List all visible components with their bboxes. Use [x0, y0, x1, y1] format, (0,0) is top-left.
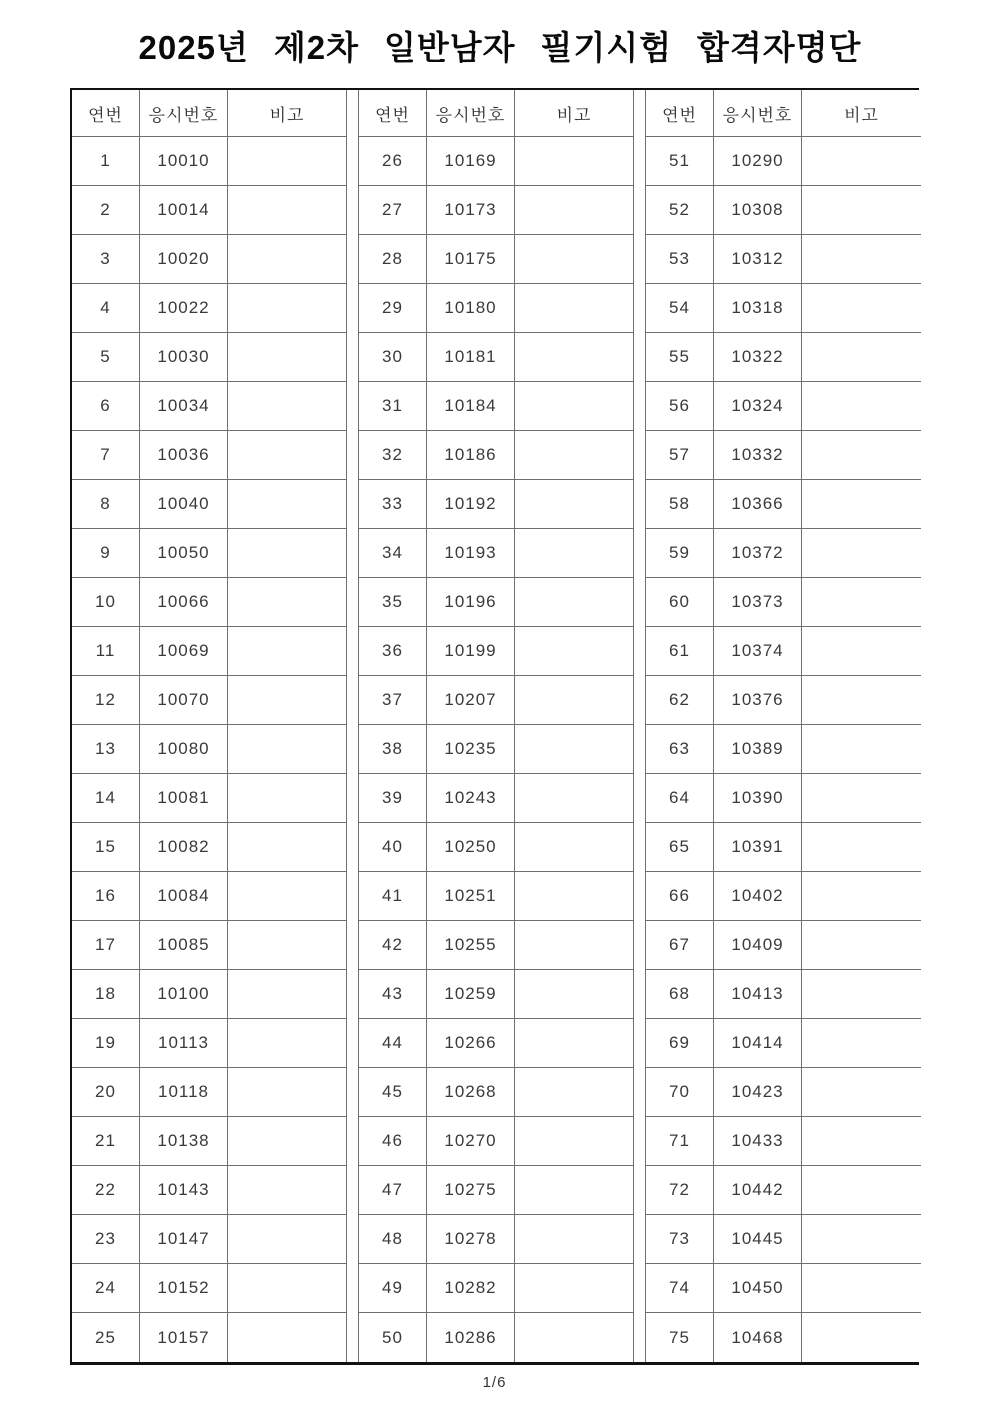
column-header-exam-no: 응시번호: [427, 90, 515, 137]
group-separator: [634, 774, 646, 823]
seq-cell: 9: [72, 529, 140, 578]
seq-cell: 48: [359, 1215, 427, 1264]
exam-no-cell: 10100: [140, 970, 228, 1019]
exam-no-cell: 10193: [427, 529, 515, 578]
seq-cell: 8: [72, 480, 140, 529]
remark-cell: [228, 333, 347, 382]
exam-no-cell: 10070: [140, 676, 228, 725]
seq-cell: 3: [72, 235, 140, 284]
group-separator: [347, 921, 359, 970]
remark-cell: [515, 872, 634, 921]
remark-cell: [515, 529, 634, 578]
exam-no-cell: 10036: [140, 431, 228, 480]
seq-cell: 58: [646, 480, 714, 529]
exam-no-cell: 10282: [427, 1264, 515, 1313]
seq-cell: 29: [359, 284, 427, 333]
remark-cell: [228, 1264, 347, 1313]
group-separator: [347, 333, 359, 382]
remark-cell: [802, 480, 921, 529]
remark-cell: [802, 284, 921, 333]
seq-cell: 15: [72, 823, 140, 872]
exam-no-cell: 10034: [140, 382, 228, 431]
exam-no-cell: 10066: [140, 578, 228, 627]
seq-cell: 73: [646, 1215, 714, 1264]
remark-cell: [802, 1117, 921, 1166]
seq-cell: 56: [646, 382, 714, 431]
group-separator: [634, 970, 646, 1019]
exam-no-cell: 10390: [714, 774, 802, 823]
seq-cell: 55: [646, 333, 714, 382]
exam-no-cell: 10270: [427, 1117, 515, 1166]
group-separator: [347, 235, 359, 284]
group-separator: [634, 1117, 646, 1166]
seq-cell: 7: [72, 431, 140, 480]
remark-cell: [228, 284, 347, 333]
seq-cell: 20: [72, 1068, 140, 1117]
column-header-seq: 연번: [646, 90, 714, 137]
exam-no-cell: 10147: [140, 1215, 228, 1264]
exam-no-cell: 10286: [427, 1313, 515, 1362]
column-header-seq: 연번: [72, 90, 140, 137]
exam-no-cell: 10324: [714, 382, 802, 431]
remark-cell: [515, 578, 634, 627]
remark-cell: [228, 921, 347, 970]
seq-cell: 12: [72, 676, 140, 725]
remark-cell: [228, 970, 347, 1019]
exam-no-cell: 10414: [714, 1019, 802, 1068]
remark-cell: [802, 137, 921, 186]
remark-cell: [515, 676, 634, 725]
group-separator: [634, 578, 646, 627]
group-separator: [347, 627, 359, 676]
group-separator: [634, 480, 646, 529]
remark-cell: [515, 1166, 634, 1215]
exam-no-cell: 10235: [427, 725, 515, 774]
remark-cell: [228, 823, 347, 872]
remark-cell: [228, 627, 347, 676]
group-separator: [347, 137, 359, 186]
remark-cell: [802, 1019, 921, 1068]
remark-cell: [515, 823, 634, 872]
remark-cell: [515, 970, 634, 1019]
exam-no-cell: 10278: [427, 1215, 515, 1264]
remark-cell: [802, 1068, 921, 1117]
column-header-remark: 비고: [515, 90, 634, 137]
group-separator: [634, 725, 646, 774]
remark-cell: [515, 333, 634, 382]
remark-cell: [515, 1215, 634, 1264]
remark-cell: [802, 676, 921, 725]
exam-no-cell: 10322: [714, 333, 802, 382]
group-separator: [634, 333, 646, 382]
seq-cell: 43: [359, 970, 427, 1019]
remark-cell: [802, 382, 921, 431]
exam-no-cell: 10085: [140, 921, 228, 970]
remark-cell: [515, 1068, 634, 1117]
remark-cell: [515, 1264, 634, 1313]
group-separator: [634, 872, 646, 921]
seq-cell: 63: [646, 725, 714, 774]
seq-cell: 40: [359, 823, 427, 872]
exam-no-cell: 10184: [427, 382, 515, 431]
pass-list-table: [70, 88, 919, 1365]
exam-no-cell: 10082: [140, 823, 228, 872]
seq-cell: 36: [359, 627, 427, 676]
exam-no-cell: 10020: [140, 235, 228, 284]
seq-cell: 69: [646, 1019, 714, 1068]
seq-cell: 60: [646, 578, 714, 627]
seq-cell: 46: [359, 1117, 427, 1166]
exam-no-cell: 10268: [427, 1068, 515, 1117]
remark-cell: [515, 431, 634, 480]
seq-cell: 26: [359, 137, 427, 186]
remark-cell: [228, 235, 347, 284]
exam-no-cell: 10374: [714, 627, 802, 676]
seq-cell: 31: [359, 382, 427, 431]
remark-cell: [228, 1215, 347, 1264]
group-separator: [634, 676, 646, 725]
group-separator: [634, 382, 646, 431]
exam-no-cell: 10372: [714, 529, 802, 578]
seq-cell: 49: [359, 1264, 427, 1313]
seq-cell: 64: [646, 774, 714, 823]
seq-cell: 13: [72, 725, 140, 774]
seq-cell: 39: [359, 774, 427, 823]
column-header-exam-no: 응시번호: [714, 90, 802, 137]
group-separator: [634, 284, 646, 333]
seq-cell: 68: [646, 970, 714, 1019]
exam-no-cell: 10152: [140, 1264, 228, 1313]
exam-no-cell: 10423: [714, 1068, 802, 1117]
seq-cell: 23: [72, 1215, 140, 1264]
remark-cell: [802, 529, 921, 578]
exam-no-cell: 10413: [714, 970, 802, 1019]
exam-no-cell: 10040: [140, 480, 228, 529]
remark-cell: [802, 921, 921, 970]
exam-no-cell: 10192: [427, 480, 515, 529]
group-separator: [347, 90, 359, 137]
seq-cell: 10: [72, 578, 140, 627]
group-separator: [634, 627, 646, 676]
page-title: 2025년 제2차 일반남자 필기시험 합격자명단: [138, 29, 862, 66]
column-header-exam-no: 응시번호: [140, 90, 228, 137]
remark-cell: [515, 921, 634, 970]
column-header-remark: 비고: [802, 90, 921, 137]
seq-cell: 47: [359, 1166, 427, 1215]
remark-cell: [802, 823, 921, 872]
remark-cell: [802, 186, 921, 235]
exam-no-cell: 10433: [714, 1117, 802, 1166]
remark-cell: [802, 1166, 921, 1215]
seq-cell: 66: [646, 872, 714, 921]
seq-cell: 44: [359, 1019, 427, 1068]
group-separator: [347, 970, 359, 1019]
remark-cell: [228, 1117, 347, 1166]
remark-cell: [228, 529, 347, 578]
exam-no-cell: 10207: [427, 676, 515, 725]
remark-cell: [228, 1166, 347, 1215]
remark-cell: [228, 1313, 347, 1362]
seq-cell: 25: [72, 1313, 140, 1362]
exam-no-cell: 10402: [714, 872, 802, 921]
seq-cell: 1: [72, 137, 140, 186]
seq-cell: 6: [72, 382, 140, 431]
seq-cell: 18: [72, 970, 140, 1019]
seq-cell: 52: [646, 186, 714, 235]
group-separator: [634, 90, 646, 137]
remark-cell: [515, 1117, 634, 1166]
exam-no-cell: 10308: [714, 186, 802, 235]
exam-no-cell: 10175: [427, 235, 515, 284]
group-separator: [634, 529, 646, 578]
seq-cell: 72: [646, 1166, 714, 1215]
exam-no-cell: 10275: [427, 1166, 515, 1215]
group-separator: [347, 480, 359, 529]
exam-no-cell: 10022: [140, 284, 228, 333]
seq-cell: 45: [359, 1068, 427, 1117]
remark-cell: [228, 382, 347, 431]
seq-cell: 16: [72, 872, 140, 921]
exam-no-cell: 10143: [140, 1166, 228, 1215]
seq-cell: 14: [72, 774, 140, 823]
exam-no-cell: 10290: [714, 137, 802, 186]
remark-cell: [228, 578, 347, 627]
exam-no-cell: 10442: [714, 1166, 802, 1215]
seq-cell: 4: [72, 284, 140, 333]
group-separator: [634, 1166, 646, 1215]
seq-cell: 67: [646, 921, 714, 970]
exam-no-cell: 10180: [427, 284, 515, 333]
group-separator: [347, 1166, 359, 1215]
group-separator: [634, 186, 646, 235]
exam-no-cell: 10318: [714, 284, 802, 333]
exam-no-cell: 10080: [140, 725, 228, 774]
remark-cell: [802, 333, 921, 382]
remark-cell: [802, 725, 921, 774]
remark-cell: [228, 431, 347, 480]
seq-cell: 28: [359, 235, 427, 284]
column-header-remark: 비고: [228, 90, 347, 137]
group-separator: [347, 872, 359, 921]
group-separator: [347, 382, 359, 431]
group-separator: [347, 1313, 359, 1362]
group-separator: [347, 284, 359, 333]
group-separator: [634, 235, 646, 284]
group-separator: [634, 1313, 646, 1362]
exam-no-cell: 10332: [714, 431, 802, 480]
exam-no-cell: 10196: [427, 578, 515, 627]
exam-no-cell: 10069: [140, 627, 228, 676]
exam-no-cell: 10010: [140, 137, 228, 186]
seq-cell: 32: [359, 431, 427, 480]
group-separator: [634, 137, 646, 186]
remark-cell: [802, 1215, 921, 1264]
remark-cell: [228, 137, 347, 186]
exam-no-cell: 10250: [427, 823, 515, 872]
group-separator: [634, 1068, 646, 1117]
exam-no-cell: 10243: [427, 774, 515, 823]
group-separator: [347, 1117, 359, 1166]
exam-no-cell: 10014: [140, 186, 228, 235]
remark-cell: [515, 382, 634, 431]
seq-cell: 2: [72, 186, 140, 235]
group-separator: [347, 676, 359, 725]
group-separator: [634, 921, 646, 970]
seq-cell: 5: [72, 333, 140, 382]
seq-cell: 27: [359, 186, 427, 235]
column-header-seq: 연번: [359, 90, 427, 137]
exam-no-cell: 10366: [714, 480, 802, 529]
group-separator: [347, 431, 359, 480]
seq-cell: 42: [359, 921, 427, 970]
group-separator: [634, 823, 646, 872]
group-separator: [634, 1019, 646, 1068]
group-separator: [634, 1215, 646, 1264]
group-separator: [347, 1068, 359, 1117]
exam-no-cell: 10251: [427, 872, 515, 921]
seq-cell: 21: [72, 1117, 140, 1166]
exam-no-cell: 10157: [140, 1313, 228, 1362]
exam-no-cell: 10409: [714, 921, 802, 970]
remark-cell: [802, 431, 921, 480]
exam-no-cell: 10118: [140, 1068, 228, 1117]
exam-no-cell: 10445: [714, 1215, 802, 1264]
pass-list-table-wrapper: [70, 88, 919, 1365]
exam-no-cell: 10169: [427, 137, 515, 186]
seq-cell: 53: [646, 235, 714, 284]
exam-no-cell: 10391: [714, 823, 802, 872]
remark-cell: [228, 480, 347, 529]
group-separator: [347, 186, 359, 235]
seq-cell: 19: [72, 1019, 140, 1068]
remark-cell: [802, 627, 921, 676]
remark-cell: [802, 1264, 921, 1313]
seq-cell: 75: [646, 1313, 714, 1362]
seq-cell: 65: [646, 823, 714, 872]
seq-cell: 51: [646, 137, 714, 186]
group-separator: [634, 431, 646, 480]
exam-no-cell: 10186: [427, 431, 515, 480]
exam-no-cell: 10113: [140, 1019, 228, 1068]
seq-cell: 50: [359, 1313, 427, 1362]
remark-cell: [802, 872, 921, 921]
group-separator: [347, 725, 359, 774]
exam-no-cell: 10050: [140, 529, 228, 578]
remark-cell: [515, 725, 634, 774]
seq-cell: 24: [72, 1264, 140, 1313]
exam-no-cell: 10084: [140, 872, 228, 921]
remark-cell: [515, 627, 634, 676]
seq-cell: 35: [359, 578, 427, 627]
seq-cell: 70: [646, 1068, 714, 1117]
page-number: 1/6: [482, 1374, 507, 1391]
remark-cell: [228, 725, 347, 774]
seq-cell: 74: [646, 1264, 714, 1313]
remark-cell: [515, 186, 634, 235]
seq-cell: 62: [646, 676, 714, 725]
remark-cell: [802, 578, 921, 627]
exam-no-cell: 10312: [714, 235, 802, 284]
group-separator: [634, 1264, 646, 1313]
group-separator: [347, 578, 359, 627]
exam-no-cell: 10389: [714, 725, 802, 774]
seq-cell: 22: [72, 1166, 140, 1215]
exam-no-cell: 10173: [427, 186, 515, 235]
exam-no-cell: 10373: [714, 578, 802, 627]
remark-cell: [228, 186, 347, 235]
remark-cell: [515, 1313, 634, 1362]
remark-cell: [515, 137, 634, 186]
seq-cell: 17: [72, 921, 140, 970]
group-separator: [347, 1019, 359, 1068]
seq-cell: 54: [646, 284, 714, 333]
exam-no-cell: 10266: [427, 1019, 515, 1068]
exam-no-cell: 10255: [427, 921, 515, 970]
seq-cell: 59: [646, 529, 714, 578]
exam-no-cell: 10181: [427, 333, 515, 382]
remark-cell: [802, 235, 921, 284]
remark-cell: [515, 235, 634, 284]
seq-cell: 34: [359, 529, 427, 578]
exam-no-cell: 10468: [714, 1313, 802, 1362]
group-separator: [347, 529, 359, 578]
seq-cell: 57: [646, 431, 714, 480]
remark-cell: [802, 1313, 921, 1362]
seq-cell: 30: [359, 333, 427, 382]
remark-cell: [515, 1019, 634, 1068]
remark-cell: [515, 774, 634, 823]
group-separator: [347, 774, 359, 823]
remark-cell: [228, 1019, 347, 1068]
remark-cell: [802, 970, 921, 1019]
seq-cell: 38: [359, 725, 427, 774]
exam-no-cell: 10376: [714, 676, 802, 725]
remark-cell: [515, 284, 634, 333]
exam-no-cell: 10259: [427, 970, 515, 1019]
group-separator: [347, 1264, 359, 1313]
seq-cell: 37: [359, 676, 427, 725]
group-separator: [347, 823, 359, 872]
seq-cell: 11: [72, 627, 140, 676]
exam-no-cell: 10138: [140, 1117, 228, 1166]
remark-cell: [228, 774, 347, 823]
seq-cell: 33: [359, 480, 427, 529]
remark-cell: [515, 480, 634, 529]
seq-cell: 41: [359, 872, 427, 921]
exam-no-cell: 10199: [427, 627, 515, 676]
remark-cell: [802, 774, 921, 823]
remark-cell: [228, 872, 347, 921]
remark-cell: [228, 1068, 347, 1117]
seq-cell: 61: [646, 627, 714, 676]
group-separator: [347, 1215, 359, 1264]
seq-cell: 71: [646, 1117, 714, 1166]
exam-no-cell: 10030: [140, 333, 228, 382]
exam-no-cell: 10081: [140, 774, 228, 823]
exam-no-cell: 10450: [714, 1264, 802, 1313]
remark-cell: [228, 676, 347, 725]
